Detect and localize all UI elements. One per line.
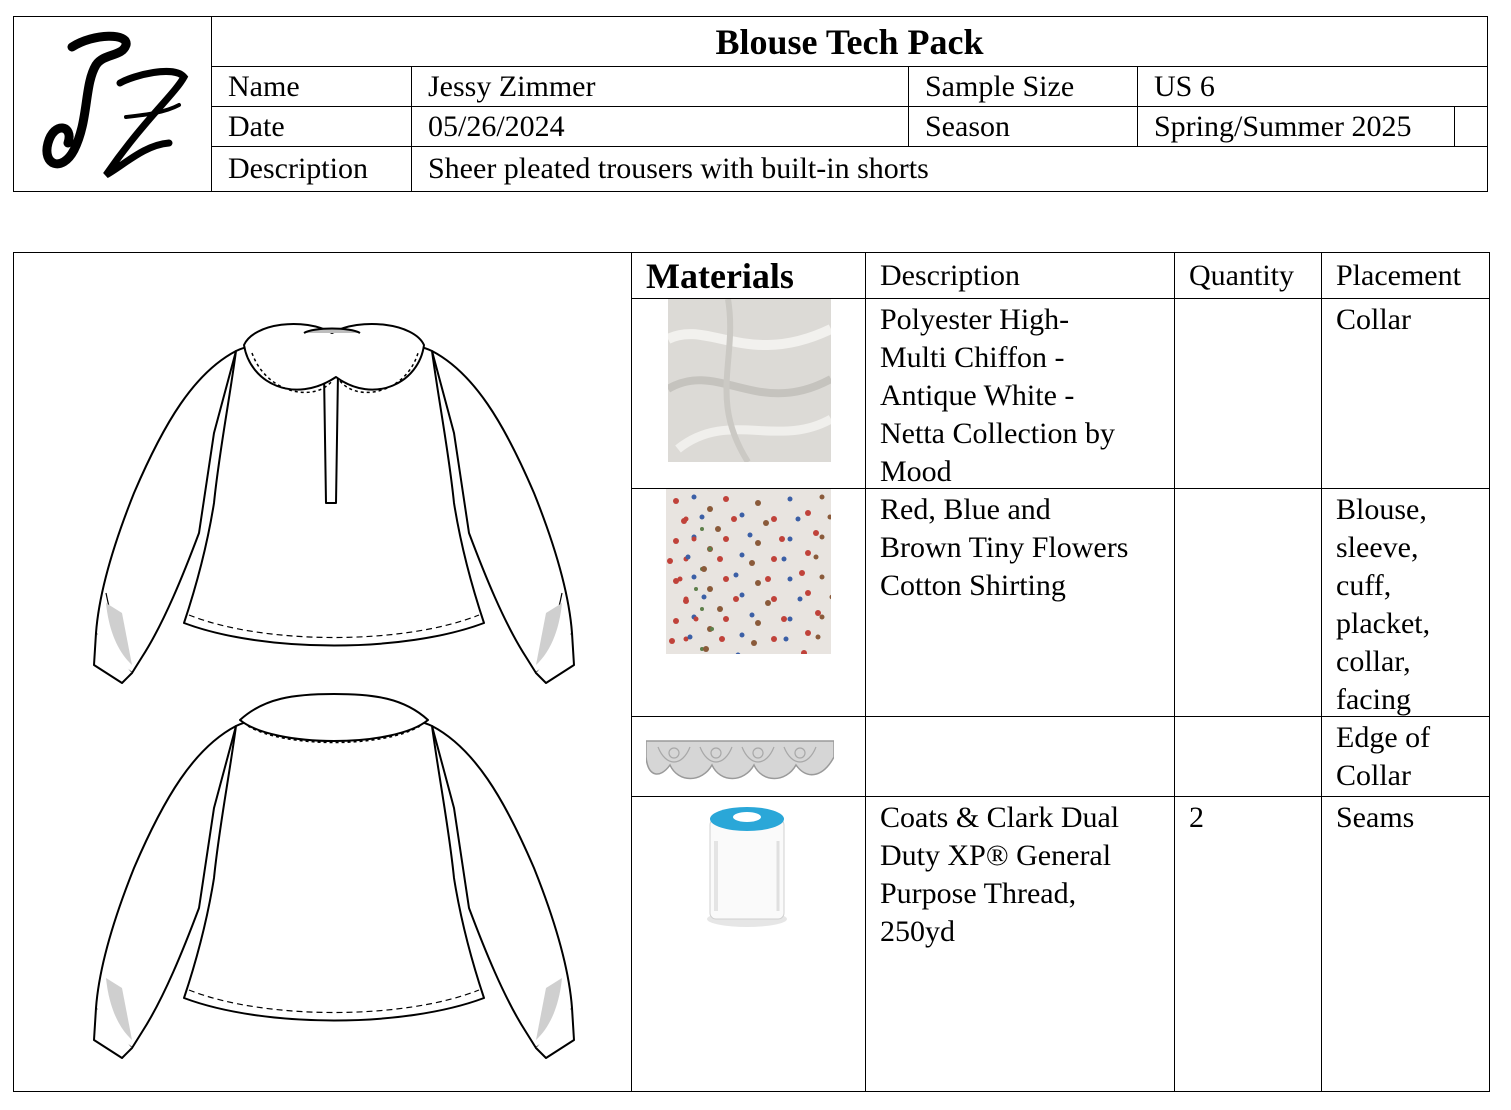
material-quantity	[1174, 717, 1321, 796]
brand-logo	[14, 17, 212, 191]
blouse-sketch-front-back	[14, 253, 631, 1091]
material-row	[632, 489, 1489, 717]
season-value: Spring/Summer 2025	[1137, 107, 1455, 146]
tech-pack-header	[13, 16, 1488, 192]
name-label: Name	[228, 69, 300, 103]
header-row-description	[212, 147, 1487, 191]
season-label: Season	[908, 107, 1137, 146]
material-placement: Seams	[1321, 797, 1489, 1091]
material-row	[632, 299, 1489, 489]
material-row	[632, 797, 1489, 1091]
blouse-back-sketch	[94, 694, 574, 1058]
material-placement: Blouse, sleeve, cuff, placket, collar, facing	[1321, 489, 1489, 716]
sample-size-value: US 6	[1137, 67, 1487, 106]
materials-header-row	[632, 253, 1489, 299]
material-quantity	[1174, 489, 1321, 716]
column-header-quantity: Quantity	[1174, 253, 1321, 298]
flat-sketches	[14, 253, 631, 1091]
material-quantity	[1174, 299, 1321, 488]
materials-heading: Materials	[646, 255, 794, 296]
column-header-description: Description	[865, 253, 1174, 298]
chiffon-swatch-icon	[668, 299, 831, 462]
material-description: Coats & Clark Dual Duty XP® General Purpose Thread, 250yd	[865, 797, 1174, 1091]
thread-spool-icon	[702, 801, 792, 931]
blouse-front-sketch	[94, 324, 574, 683]
floral-swatch-icon	[666, 489, 831, 654]
date-value: 05/26/2024	[411, 107, 908, 146]
material-quantity: 2	[1174, 797, 1321, 1091]
page-title: Blouse Tech Pack	[212, 17, 1487, 67]
name-value: Jessy Zimmer	[411, 67, 908, 106]
description-label: Description	[228, 152, 368, 185]
lace-trim-icon	[646, 727, 834, 785]
material-placement: Edge of Collar	[1321, 717, 1489, 796]
sample-size-label: Sample Size	[908, 67, 1137, 106]
date-label: Date	[228, 109, 285, 143]
materials-table	[631, 253, 1489, 1091]
material-description	[865, 717, 1174, 796]
description-value: Sheer pleated trousers with built-in shorts	[411, 147, 1487, 191]
material-description: Polyester High- Multi Chiffon - Antique White - Netta Collection by Mood	[865, 299, 1174, 488]
jz-monogram-icon	[34, 25, 194, 185]
tech-pack-body	[13, 252, 1490, 1092]
header-row-date	[212, 107, 1487, 147]
material-row	[632, 717, 1489, 797]
header-row-name	[212, 67, 1487, 107]
material-placement: Collar	[1321, 299, 1489, 488]
material-description: Red, Blue and Brown Tiny Flowers Cotton Shirting	[865, 489, 1174, 716]
column-header-placement: Placement	[1321, 253, 1489, 298]
